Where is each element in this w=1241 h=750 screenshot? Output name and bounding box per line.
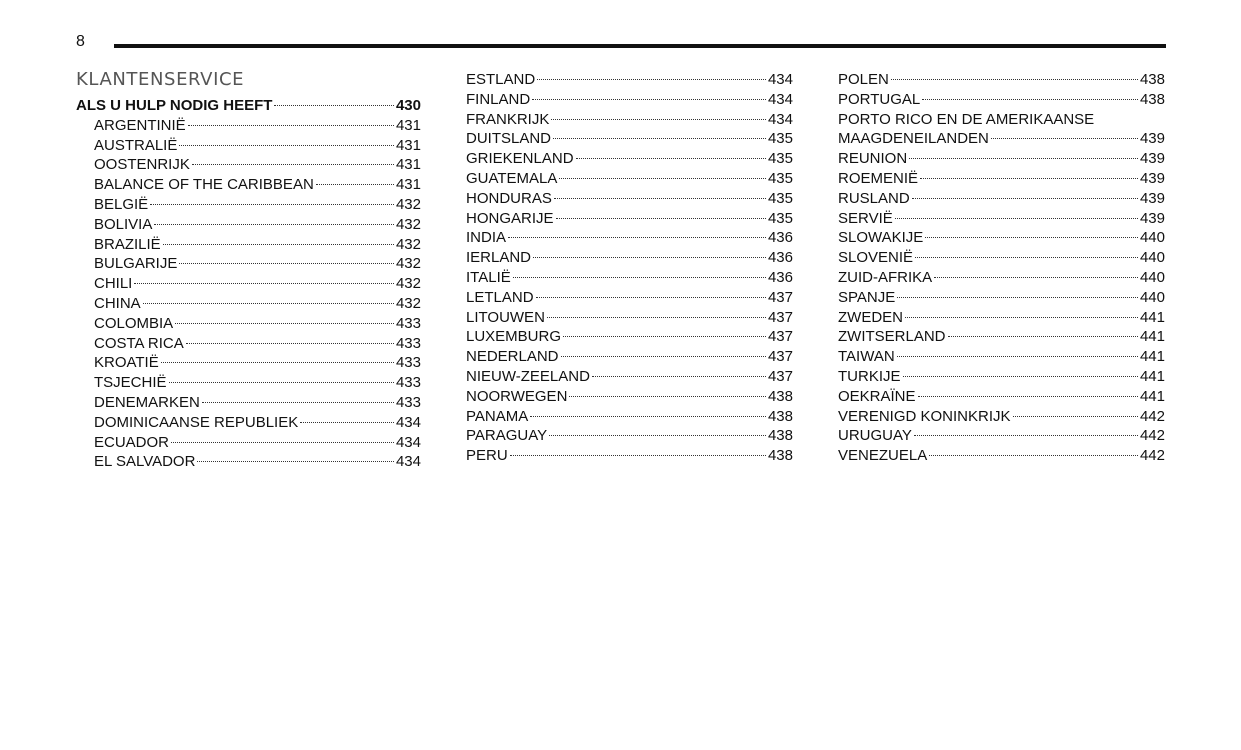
entry-page: 434 bbox=[395, 453, 421, 471]
toc-entry[interactable] bbox=[466, 90, 793, 110]
toc-entry[interactable] bbox=[838, 446, 1165, 466]
entry-label: MAAGDENEILANDEN bbox=[838, 130, 989, 148]
toc-entry[interactable] bbox=[838, 308, 1165, 328]
entry-page: 439 bbox=[1139, 189, 1165, 207]
dot-leader bbox=[991, 138, 1138, 139]
toc-entry[interactable] bbox=[76, 254, 421, 274]
toc-entry[interactable] bbox=[466, 387, 793, 407]
entry-label: BRAZILIË bbox=[94, 235, 161, 253]
dot-leader bbox=[895, 218, 1138, 219]
entry-page: 432 bbox=[395, 195, 421, 213]
dot-leader bbox=[175, 323, 394, 324]
entry-label: OOSTENRIJK bbox=[94, 156, 190, 174]
toc-main-entry[interactable] bbox=[76, 96, 421, 116]
entry-page: 434 bbox=[767, 71, 793, 88]
entry-label: ESTLAND bbox=[466, 71, 536, 88]
toc-entry[interactable] bbox=[466, 288, 793, 308]
entry-page: 433 bbox=[395, 314, 421, 332]
toc-entry[interactable] bbox=[76, 195, 421, 215]
toc-entry[interactable] bbox=[838, 288, 1165, 308]
entry-page: 432 bbox=[395, 215, 421, 233]
toc-entry-wrapped-line[interactable] bbox=[838, 110, 1165, 130]
entry-page: 433 bbox=[395, 334, 421, 352]
dot-leader bbox=[186, 343, 394, 344]
dot-leader bbox=[563, 336, 766, 337]
dot-leader bbox=[891, 79, 1138, 80]
toc-entry[interactable] bbox=[466, 308, 793, 328]
toc-entry[interactable] bbox=[466, 129, 793, 149]
toc-entry[interactable] bbox=[838, 347, 1165, 367]
entry-list-1 bbox=[76, 116, 421, 472]
toc-entry[interactable] bbox=[76, 215, 421, 235]
entry-label: PERU bbox=[466, 447, 508, 465]
entry-page: 434 bbox=[395, 413, 421, 431]
entry-label: BULGARIJE bbox=[94, 255, 178, 273]
entry-page: 433 bbox=[395, 374, 421, 392]
toc-entry[interactable] bbox=[838, 228, 1165, 248]
entry-label: IERLAND bbox=[466, 249, 532, 267]
entry-label: AUSTRALIË bbox=[94, 136, 178, 154]
entry-label: ZUID-AFRIKA bbox=[838, 268, 933, 286]
dot-leader bbox=[171, 442, 394, 443]
dot-leader bbox=[179, 145, 394, 146]
toc-entry[interactable] bbox=[838, 248, 1165, 268]
entry-page: 432 bbox=[395, 235, 421, 253]
dot-leader bbox=[553, 138, 766, 139]
entry-page: 431 bbox=[395, 156, 421, 174]
dot-leader bbox=[556, 218, 766, 219]
entry-page: 435 bbox=[767, 150, 793, 168]
entry-label: BOLIVIA bbox=[94, 215, 153, 233]
dot-leader bbox=[161, 362, 394, 363]
toc-entry[interactable] bbox=[466, 189, 793, 209]
dot-leader bbox=[948, 336, 1138, 337]
toc-entry[interactable] bbox=[466, 446, 793, 466]
entry-label: TURKIJE bbox=[838, 367, 901, 385]
entry-label: LITOUWEN bbox=[466, 308, 545, 326]
entry-page: 435 bbox=[767, 130, 793, 148]
entry-page: 438 bbox=[767, 447, 793, 465]
entry-label: HONGARIJE bbox=[466, 209, 554, 227]
entry-page: 436 bbox=[767, 249, 793, 267]
entry-page: 430 bbox=[395, 97, 421, 114]
entry-label: ECUADOR bbox=[94, 433, 170, 451]
toc-entry[interactable] bbox=[838, 90, 1165, 110]
entry-page: 441 bbox=[1139, 328, 1165, 346]
entry-label: SLOVENIË bbox=[838, 249, 914, 267]
entry-page: 432 bbox=[395, 255, 421, 273]
entry-label: RUSLAND bbox=[838, 189, 910, 207]
entry-page: 434 bbox=[395, 433, 421, 451]
entry-page: 439 bbox=[1139, 169, 1165, 187]
dot-leader bbox=[576, 158, 766, 159]
toc-entry[interactable] bbox=[466, 110, 793, 130]
dot-leader bbox=[169, 382, 394, 383]
toc-entry[interactable] bbox=[838, 426, 1165, 446]
entry-page: 437 bbox=[767, 328, 793, 346]
entry-page: 439 bbox=[1139, 209, 1165, 227]
toc-entry[interactable] bbox=[466, 169, 793, 189]
entry-label: DENEMARKEN bbox=[94, 393, 200, 411]
dot-leader bbox=[134, 283, 394, 284]
entry-label: SPANJE bbox=[838, 288, 896, 306]
dot-leader bbox=[547, 317, 766, 318]
dot-leader bbox=[905, 317, 1138, 318]
toc-entry[interactable] bbox=[76, 433, 421, 453]
entry-label: COLOMBIA bbox=[94, 314, 174, 332]
entry-label: LETLAND bbox=[466, 288, 534, 306]
dot-leader bbox=[920, 178, 1138, 179]
entry-label: NEDERLAND bbox=[466, 348, 559, 366]
dot-leader bbox=[188, 125, 394, 126]
toc-entry[interactable] bbox=[838, 129, 1165, 149]
toc-entry[interactable] bbox=[466, 248, 793, 268]
page-number: 8 bbox=[76, 33, 86, 50]
dot-leader bbox=[530, 416, 766, 417]
toc-entry[interactable] bbox=[76, 294, 421, 314]
entry-label: NOORWEGEN bbox=[466, 387, 568, 405]
entry-page: 438 bbox=[767, 427, 793, 445]
dot-leader bbox=[569, 396, 766, 397]
dot-leader bbox=[536, 297, 766, 298]
toc-entry[interactable] bbox=[466, 367, 793, 387]
entry-page: 436 bbox=[767, 229, 793, 247]
entry-page: 440 bbox=[1139, 249, 1165, 267]
entry-page: 437 bbox=[767, 367, 793, 385]
toc-entry[interactable] bbox=[76, 452, 421, 472]
entry-page: 432 bbox=[395, 275, 421, 293]
toc-column-1 bbox=[76, 70, 421, 472]
dot-leader bbox=[197, 461, 394, 462]
dot-leader bbox=[897, 297, 1138, 298]
entry-page: 434 bbox=[767, 110, 793, 128]
dot-leader bbox=[192, 164, 394, 165]
dot-leader bbox=[300, 422, 394, 423]
toc-entry[interactable] bbox=[838, 149, 1165, 169]
section-title: KLANTENSERVICE bbox=[76, 69, 245, 90]
dot-leader bbox=[918, 396, 1138, 397]
dot-leader bbox=[532, 99, 766, 100]
entry-label: GUATEMALA bbox=[466, 169, 558, 187]
dot-leader bbox=[179, 263, 394, 264]
entry-page: 441 bbox=[1139, 348, 1165, 366]
entry-label: CHILI bbox=[94, 275, 133, 293]
entry-label: ARGENTINIË bbox=[94, 116, 186, 134]
toc-entry[interactable] bbox=[76, 175, 421, 195]
toc-entry[interactable] bbox=[466, 407, 793, 427]
toc-entry[interactable] bbox=[838, 268, 1165, 288]
toc-entry[interactable] bbox=[466, 347, 793, 367]
toc-entry[interactable] bbox=[76, 393, 421, 413]
entry-label: GRIEKENLAND bbox=[466, 150, 574, 168]
entry-page: 434 bbox=[767, 90, 793, 108]
dot-leader bbox=[202, 402, 394, 403]
toc-entry[interactable] bbox=[76, 136, 421, 156]
entry-page: 442 bbox=[1139, 447, 1165, 465]
dot-leader bbox=[513, 277, 766, 278]
entry-label: ROEMENIË bbox=[838, 169, 919, 187]
entry-page: 433 bbox=[395, 354, 421, 372]
dot-leader bbox=[551, 119, 766, 120]
entry-page: 438 bbox=[767, 407, 793, 425]
entry-page: 438 bbox=[767, 387, 793, 405]
dot-leader bbox=[1013, 416, 1138, 417]
toc-entry[interactable] bbox=[466, 209, 793, 229]
entry-label: EL SALVADOR bbox=[94, 453, 196, 471]
dot-leader bbox=[909, 158, 1138, 159]
entry-label: PARAGUAY bbox=[466, 427, 548, 445]
dot-leader bbox=[154, 224, 394, 225]
toc-column-2 bbox=[466, 70, 793, 466]
dot-leader bbox=[912, 198, 1138, 199]
dot-leader bbox=[561, 356, 766, 357]
entry-page: 437 bbox=[767, 288, 793, 306]
entry-label: DUITSLAND bbox=[466, 130, 552, 148]
toc-entry[interactable] bbox=[76, 274, 421, 294]
dot-leader bbox=[508, 237, 766, 238]
entry-label: NIEUW-ZEELAND bbox=[466, 367, 590, 385]
entry-page: 438 bbox=[1139, 90, 1165, 108]
toc-entry[interactable] bbox=[76, 353, 421, 373]
toc-entry[interactable] bbox=[76, 334, 421, 354]
entry-label: ITALIË bbox=[466, 268, 511, 286]
entry-label: CHINA bbox=[94, 294, 141, 312]
dot-leader bbox=[925, 237, 1138, 238]
entry-page: 442 bbox=[1139, 407, 1165, 425]
dot-leader bbox=[934, 277, 1138, 278]
toc-entry[interactable] bbox=[466, 327, 793, 347]
toc-entry[interactable] bbox=[76, 373, 421, 393]
entry-page: 440 bbox=[1139, 288, 1165, 306]
dot-leader bbox=[533, 257, 766, 258]
dot-leader bbox=[914, 435, 1138, 436]
entry-list-3a bbox=[838, 70, 1165, 110]
entry-page: 442 bbox=[1139, 427, 1165, 445]
entry-label: REUNION bbox=[838, 150, 908, 168]
entry-page: 433 bbox=[395, 393, 421, 411]
dot-leader bbox=[537, 79, 766, 80]
entry-page: 436 bbox=[767, 268, 793, 286]
toc-entry[interactable] bbox=[466, 149, 793, 169]
dot-leader bbox=[554, 198, 766, 199]
entry-page: 431 bbox=[395, 136, 421, 154]
entry-label: PANAMA bbox=[466, 407, 529, 425]
entry-page: 437 bbox=[767, 308, 793, 326]
entry-label: BALANCE OF THE CARIBBEAN bbox=[94, 176, 314, 194]
entry-label: DOMINICAANSE REPUBLIEK bbox=[94, 413, 299, 431]
toc-entry[interactable] bbox=[838, 387, 1165, 407]
entry-label: HONDURAS bbox=[466, 189, 552, 207]
entry-list-2 bbox=[466, 70, 793, 466]
toc-entry[interactable] bbox=[838, 169, 1165, 189]
dot-leader bbox=[922, 99, 1138, 100]
dot-leader bbox=[897, 356, 1138, 357]
entry-page: 440 bbox=[1139, 229, 1165, 247]
toc-entry[interactable] bbox=[76, 235, 421, 255]
entry-label: ALS U HULP NODIG HEEFT bbox=[76, 97, 273, 114]
dot-leader bbox=[150, 204, 394, 205]
entry-page: 435 bbox=[767, 169, 793, 187]
entry-label: FINLAND bbox=[466, 90, 531, 108]
entry-list-3b bbox=[838, 129, 1165, 466]
entry-page: 437 bbox=[767, 348, 793, 366]
dot-leader bbox=[559, 178, 766, 179]
entry-label: FRANKRIJK bbox=[466, 110, 550, 128]
dot-leader bbox=[915, 257, 1138, 258]
entry-page: 439 bbox=[1139, 130, 1165, 148]
entry-label: SLOWAKIJE bbox=[838, 229, 924, 247]
entry-page: 438 bbox=[1139, 71, 1165, 88]
entry-page: 441 bbox=[1139, 387, 1165, 405]
entry-label: VERENIGD KONINKRIJK bbox=[838, 407, 1011, 425]
entry-label: OEKRAÏNE bbox=[838, 387, 916, 405]
entry-page: 435 bbox=[767, 189, 793, 207]
toc-entry[interactable] bbox=[76, 155, 421, 175]
entry-page: 440 bbox=[1139, 268, 1165, 286]
dot-leader bbox=[274, 105, 394, 106]
dot-leader bbox=[549, 435, 766, 436]
toc-entry[interactable] bbox=[76, 116, 421, 136]
toc-column-3 bbox=[838, 70, 1165, 466]
header-rule bbox=[114, 44, 1166, 48]
toc-entry[interactable] bbox=[466, 426, 793, 446]
entry-page: 439 bbox=[1139, 150, 1165, 168]
toc-entry[interactable] bbox=[466, 268, 793, 288]
toc-entry[interactable] bbox=[76, 413, 421, 433]
entry-label: VENEZUELA bbox=[838, 447, 928, 465]
entry-label: PORTO RICO EN DE AMERIKAANSE bbox=[838, 110, 1095, 128]
entry-page: 431 bbox=[395, 176, 421, 194]
entry-label: ZWITSERLAND bbox=[838, 328, 946, 346]
entry-page: 441 bbox=[1139, 367, 1165, 385]
entry-label: PORTUGAL bbox=[838, 90, 921, 108]
entry-label: TSJECHIË bbox=[94, 374, 167, 392]
entry-label: SERVIË bbox=[838, 209, 893, 227]
toc-entry[interactable] bbox=[76, 314, 421, 334]
entry-label: TAIWAN bbox=[838, 348, 895, 366]
entry-label: ZWEDEN bbox=[838, 308, 903, 326]
entry-label: INDIA bbox=[466, 229, 507, 247]
entry-page: 432 bbox=[395, 294, 421, 312]
dot-leader bbox=[510, 455, 766, 456]
dot-leader bbox=[903, 376, 1138, 377]
toc-entry[interactable] bbox=[466, 70, 793, 90]
toc-entry[interactable] bbox=[838, 70, 1165, 90]
toc-entry[interactable] bbox=[838, 189, 1165, 209]
toc-entry[interactable] bbox=[838, 327, 1165, 347]
entry-label: COSTA RICA bbox=[94, 334, 184, 352]
dot-leader bbox=[163, 244, 394, 245]
dot-leader bbox=[929, 455, 1138, 456]
toc-entry[interactable] bbox=[838, 367, 1165, 387]
toc-entry[interactable] bbox=[466, 228, 793, 248]
entry-label: POLEN bbox=[838, 71, 889, 88]
toc-entry[interactable] bbox=[838, 407, 1165, 427]
toc-entry[interactable] bbox=[838, 209, 1165, 229]
entry-label: KROATIË bbox=[94, 354, 159, 372]
entry-label: BELGIË bbox=[94, 195, 149, 213]
entry-page: 435 bbox=[767, 209, 793, 227]
entry-label: URUGUAY bbox=[838, 427, 912, 445]
dot-leader bbox=[143, 303, 394, 304]
entry-label: LUXEMBURG bbox=[466, 328, 562, 346]
dot-leader bbox=[316, 184, 394, 185]
entry-page: 441 bbox=[1139, 308, 1165, 326]
entry-page: 431 bbox=[395, 116, 421, 134]
dot-leader bbox=[592, 376, 766, 377]
